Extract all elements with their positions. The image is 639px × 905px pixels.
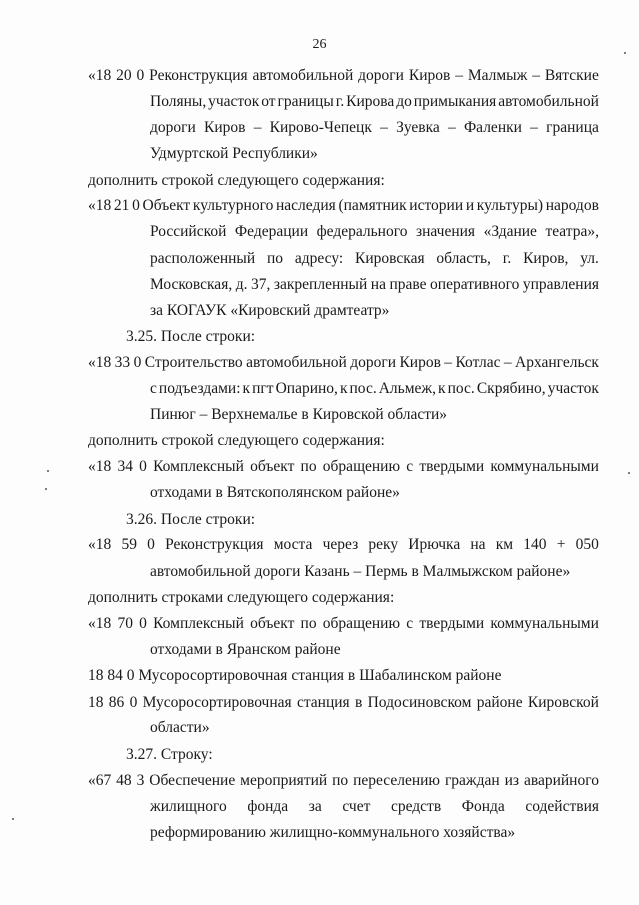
word: 21 <box>113 197 130 214</box>
word: Фонда <box>461 798 505 815</box>
word: жилищного <box>150 798 227 815</box>
text-line: отходами в Вятскополянском районе» <box>150 484 400 501</box>
text-line <box>88 535 599 555</box>
word: 0 <box>132 197 140 214</box>
scan-speck <box>624 52 626 54</box>
word: «18 <box>88 615 112 632</box>
word: «18 <box>88 354 112 371</box>
word: Российской <box>150 223 227 240</box>
word: подъездами: <box>158 380 241 397</box>
word: содействия <box>525 798 599 815</box>
word: Объект <box>142 197 191 214</box>
text-line: 3.27. Строку: <box>126 746 213 763</box>
word: граждан <box>444 772 500 789</box>
word: 0 <box>129 694 138 711</box>
word: 0 <box>139 615 147 632</box>
word: Котлас <box>455 354 501 371</box>
word: районе <box>476 694 523 711</box>
word: 0 <box>136 67 145 84</box>
word: за <box>308 798 322 815</box>
word: 37, <box>251 276 271 293</box>
word: Киров, <box>523 250 569 267</box>
word: к <box>438 380 446 397</box>
word: коммунальными <box>490 458 599 475</box>
word: «Здание <box>483 223 537 240</box>
word: закрепленный <box>273 276 368 293</box>
word: Московская, <box>150 276 233 293</box>
word: Кирова <box>346 93 395 110</box>
word: твердыми <box>419 458 485 475</box>
word: Строительство <box>144 354 243 371</box>
text-line <box>150 118 599 138</box>
word: дороги <box>350 354 397 371</box>
word: Реконструкция <box>149 67 248 84</box>
word: – <box>503 354 512 371</box>
word: 70 <box>117 615 133 632</box>
word: 20 <box>116 67 132 84</box>
word: Ирючка <box>408 536 461 553</box>
word: станция <box>296 694 350 711</box>
word: км <box>495 536 514 553</box>
text-line: отходами в Яранском районе <box>150 641 341 658</box>
word: мероприятий <box>240 772 328 789</box>
word: 33 <box>114 354 131 371</box>
text-line <box>150 249 599 269</box>
word: участок <box>208 93 260 110</box>
word: «18 <box>88 67 112 84</box>
word: 050 <box>575 536 599 553</box>
text-line: автомобильной дороги Казань – Пермь в Малмыжском районе» <box>150 563 571 580</box>
text-line <box>150 275 599 295</box>
scan-speck <box>47 470 49 472</box>
word: Поляны, <box>150 93 207 110</box>
word: 48 <box>116 772 132 789</box>
text-line: дополнить строками следующего содержания: <box>88 589 395 606</box>
word: средств <box>390 798 442 815</box>
word: на <box>470 536 486 553</box>
text-line <box>88 196 599 216</box>
word: по <box>300 615 317 632</box>
word: (памятник <box>338 197 407 214</box>
word: федерального <box>316 223 408 240</box>
word: Киров <box>204 119 246 136</box>
word: аварийного <box>523 772 599 789</box>
word: 3 <box>136 772 145 789</box>
text-line <box>88 771 599 791</box>
word: истории <box>409 197 464 214</box>
word: Фаленки <box>463 119 522 136</box>
scan-speck <box>628 472 630 474</box>
word: – <box>253 119 262 136</box>
word: Опарино, <box>275 380 338 397</box>
word: из <box>504 772 520 789</box>
word: автомобильной <box>252 67 354 84</box>
word: культурного <box>192 197 274 214</box>
word: 140 <box>523 536 547 553</box>
word: пос. <box>447 380 475 397</box>
word: с <box>150 380 157 397</box>
word: управления <box>522 276 599 293</box>
word: – <box>447 119 456 136</box>
word: праве <box>389 276 427 293</box>
word: через <box>322 536 359 553</box>
text-line <box>88 457 599 477</box>
word: Комплексный <box>153 458 244 475</box>
word: автомобильной <box>498 93 599 110</box>
word: г. <box>335 93 345 110</box>
word: от <box>261 93 276 110</box>
word: дороги <box>358 67 404 84</box>
word: театра», <box>545 223 599 240</box>
word: примыкания <box>413 93 497 110</box>
word: 0 <box>133 354 142 371</box>
word: пгт <box>252 380 274 397</box>
word: обращению <box>322 458 401 475</box>
text-line <box>150 92 599 112</box>
text-line <box>88 614 599 634</box>
word: Кировской <box>527 694 599 711</box>
word: автомобильной <box>246 354 347 371</box>
word: ул. <box>580 250 599 267</box>
word: Скрябино, <box>476 380 546 397</box>
page-number: 26 <box>312 37 327 52</box>
word: в <box>354 694 363 711</box>
text-line: за КОГАУК «Кировский драмтеатр» <box>150 302 390 319</box>
word: на <box>370 276 386 293</box>
word: адресу: <box>294 250 344 267</box>
text-line: 3.25. После строки: <box>126 328 256 345</box>
word: 18 <box>88 694 104 711</box>
text-line <box>150 222 599 242</box>
word: коммунальными <box>490 615 599 632</box>
text-line: 3.26. После строки: <box>126 511 256 528</box>
word: д. <box>235 276 248 293</box>
text-line <box>150 379 599 399</box>
word: и <box>465 197 475 214</box>
word: «67 <box>88 772 112 789</box>
word: 0 <box>139 458 147 475</box>
word: культуры) <box>476 197 544 214</box>
text-line <box>88 353 599 373</box>
word: Архангельск <box>515 354 599 371</box>
text-line: дополнить строкой следующего содержания: <box>88 172 385 189</box>
text-line: дополнить строкой следующего содержания: <box>88 432 385 449</box>
word: Альмеж, <box>378 380 437 397</box>
word: 86 <box>108 694 125 711</box>
word: 34 <box>117 458 133 475</box>
scan-speck <box>12 818 14 820</box>
word: Малмыж <box>467 67 528 84</box>
word: – <box>380 119 388 136</box>
word: моста <box>273 536 313 553</box>
word: фонда <box>247 798 289 815</box>
text-line <box>88 66 599 86</box>
word: по <box>266 250 284 267</box>
word: «18 <box>88 458 112 475</box>
word: к <box>242 380 251 397</box>
scan-speck <box>45 488 47 490</box>
word: обращению <box>322 615 401 632</box>
word: Кирово-Чепецк <box>269 119 372 136</box>
word: Мусоросортировочная <box>142 694 292 711</box>
word: оперативного <box>430 276 520 293</box>
word: – <box>444 354 453 371</box>
word: Реконструкция <box>165 536 264 553</box>
word: «18 <box>88 536 112 553</box>
word: с <box>406 615 414 632</box>
word: Зуевка <box>396 119 440 136</box>
word: «18 <box>88 197 112 214</box>
word: Киров <box>408 67 451 84</box>
word: переселению <box>353 772 441 789</box>
word: Киров <box>399 354 441 371</box>
text-line <box>150 797 599 817</box>
word: наследия <box>276 197 336 214</box>
word: Комплексный <box>153 615 244 632</box>
text-line <box>88 693 599 713</box>
word: к <box>339 380 348 397</box>
word: Федерации <box>234 223 309 240</box>
word: до <box>396 93 412 110</box>
word: Вятские <box>544 67 599 84</box>
word: – <box>530 119 538 136</box>
word: народов <box>545 197 599 214</box>
word: участок <box>547 380 599 397</box>
word: с <box>406 458 414 475</box>
word: твердыми <box>419 615 485 632</box>
word: г. <box>502 250 512 267</box>
word: пос. <box>349 380 377 397</box>
word: область, <box>436 250 491 267</box>
word: объект <box>250 458 295 475</box>
word: 59 <box>121 536 137 553</box>
text-line: Удмуртской Республики» <box>150 145 318 162</box>
word: расположенный <box>150 250 256 267</box>
word: объект <box>250 615 295 632</box>
word: значения <box>415 223 476 240</box>
word: Кировская <box>355 250 425 267</box>
text-line: Пинюг – Верхнемалье в Кировской области» <box>150 406 448 423</box>
word: реку <box>368 536 399 553</box>
word: дороги <box>150 119 196 136</box>
word: + <box>556 536 566 553</box>
word: счет <box>342 798 371 815</box>
text-line: области» <box>150 719 210 736</box>
word: границы <box>277 93 334 110</box>
text-line: реформированию жилищно-коммунального хозяйства» <box>150 824 516 841</box>
word: по <box>332 772 349 789</box>
word: Обеспечение <box>149 772 236 789</box>
word: – <box>532 67 540 84</box>
text-line: 18 84 0 Мусоросортировочная станция в Шабалинском районе <box>88 667 502 684</box>
word: Подосиновском <box>367 694 472 711</box>
word: по <box>300 458 317 475</box>
word: граница <box>546 119 599 136</box>
word: 0 <box>147 536 155 553</box>
word: – <box>455 67 463 84</box>
